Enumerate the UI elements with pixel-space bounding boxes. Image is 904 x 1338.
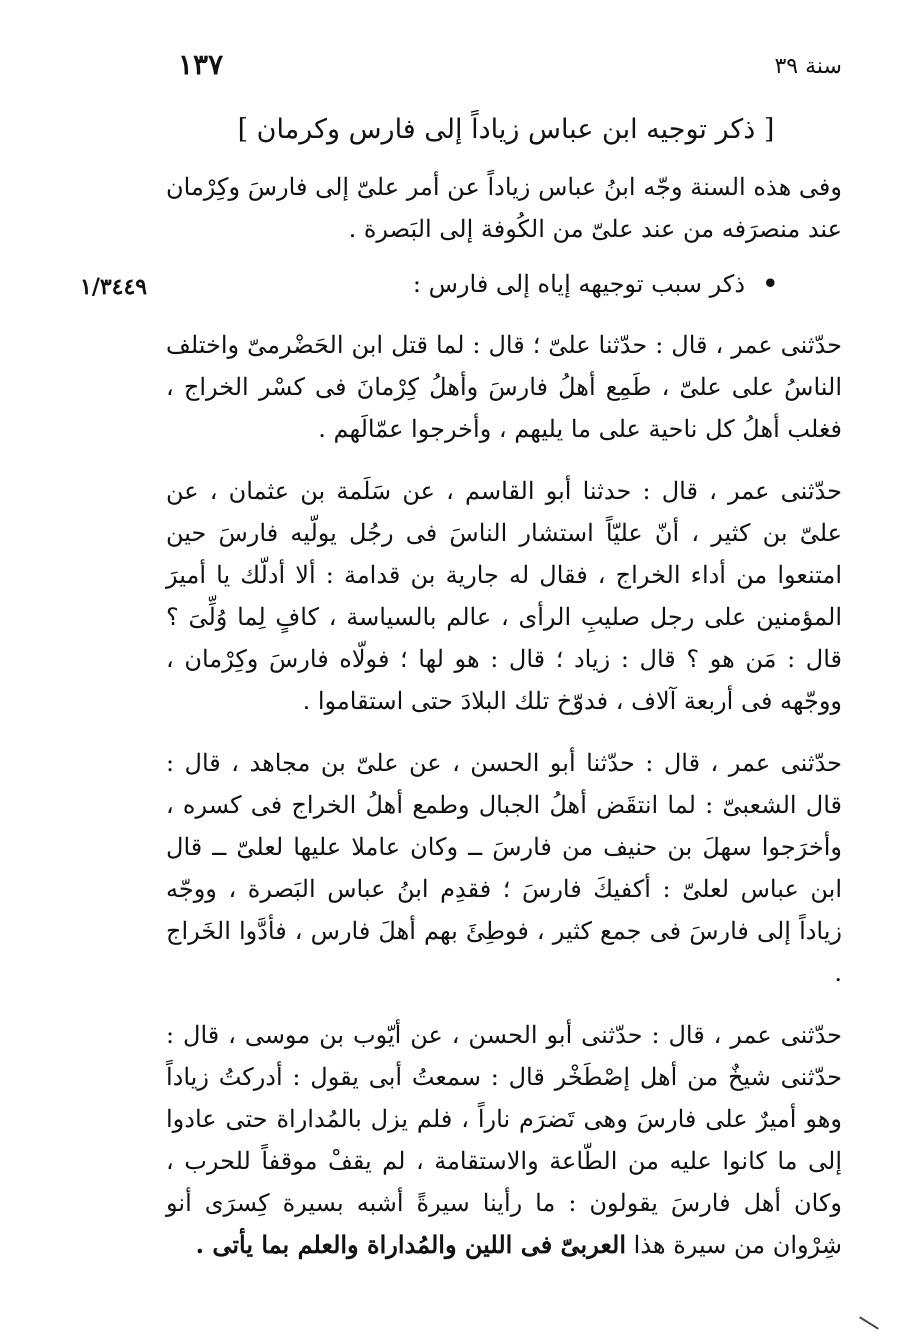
narration-paragraph-4-text: حدّثنى عمر ، قال : حدّثنى أبو الحسن ، عن أيّوب بن موسى ، قال : حدّثنى شيخٌ من أهل إصْطَخْر قال : سمعتُ أبى يقول : أدركتُ زياداً وهو أميرٌ على فارسَ وهى تَضرَم ناراً ، فلم يزل بالمُداراة حتى عادوا إلى ما كانوا عليه من الطّاعة والاستقامة ، لم يقفْ موقفاً للحرب ، وكان أهل فارسَ يقولون : ما رأينا سيرةً أشبه بسيرة كِسرَى أنو شِرْوان من سيرة هذا bbox=[166, 1021, 842, 1259]
page-header bbox=[170, 48, 842, 88]
body-text bbox=[166, 166, 842, 1286]
narration-paragraph-3: حدّثنى عمر ، قال : حدّثنا أبو الحسن ، عن علىّ بن مجاهد ، قال : قال الشعبىّ : لما انتقَض أهلُ الجبال وطمع أهلُ الخراج فى كسره ، وأخرَجوا سهلَ بن حنيف من فارسَ ــ وكان عاملا عليها لعلىّ ــ قال ابن عباس لعلىّ : أكفيكَ فارسَ ؛ فقدِم ابنُ عباس البَصرة ، ووجّه زياداً إلى فارسَ فى جمع كثير ، فوطِئَ بهم أهلَ فارس ، فأدَّوا الخَراج . bbox=[166, 749, 843, 987]
narration-paragraph-4-tail: العربىّ فى اللين والمُداراة والعلم بما يأتى . bbox=[195, 1230, 627, 1259]
corner-mark bbox=[859, 1316, 879, 1329]
margin-reference: ١/٣٤٤٩ bbox=[80, 274, 148, 300]
page-number: ١٣٧ bbox=[178, 48, 224, 81]
year-label: سنة ٣٩ bbox=[774, 54, 842, 79]
sub-heading bbox=[166, 264, 842, 304]
section-title: [ ذكر توجيه ابن عباس زياداً إلى فارس وكرمان ] bbox=[237, 114, 775, 145]
bullet-icon: • bbox=[762, 269, 778, 298]
narration-paragraph-2: حدّثنى عمر ، قال : حدثنا أبو القاسم ، عن سَلَمة بن عثمان ، عن علىّ بن كثير ، أنّ عليّاً استشار الناسَ فى رجُل يولّيه فارسَ حين امتنعوا من أداء الخراج ، فقال له جارية بن قدامة : ألا أدلّك يا أميرَ المؤمنين على رجل صليبِ الرأى ، عالم بالسياسة ، كافٍ لِما وُلِّىَ ؟ قال : مَن هو ؟ قال : زياد ؛ قال : هو لها ؛ فولّاه فارسَ وكِرْمان ، ووجّهه فى أربعة آلاف ، فدوّخ تلك البلادَ حتى استقاموا . bbox=[166, 477, 842, 715]
sub-heading-text: ذكر سبب توجيهه إياه إلى فارس : bbox=[412, 270, 746, 298]
narration-paragraph-1: حدّثنى عمر ، قال : حدّثنا علىّ ؛ قال : لما قتل ابن الحَضْرمىّ واختلف الناسُ على علىّ ، طَمِع أهلُ فارسَ وأهلُ كِرْمانَ فى كسْر الخراج ، فغلب أهلُ كل ناحية على ما يليهم ، وأخرجوا عمّالَهم . bbox=[166, 331, 842, 443]
intro-paragraph: وفى هذه السنة وجّه ابنُ عباس زياداً عن أمر علىّ إلى فارسَ وكِرْمان عند منصرَفه من عند علىّ من الكُوفة إلى البَصرة . bbox=[166, 173, 842, 243]
narration-paragraph-4 bbox=[166, 1014, 842, 1266]
